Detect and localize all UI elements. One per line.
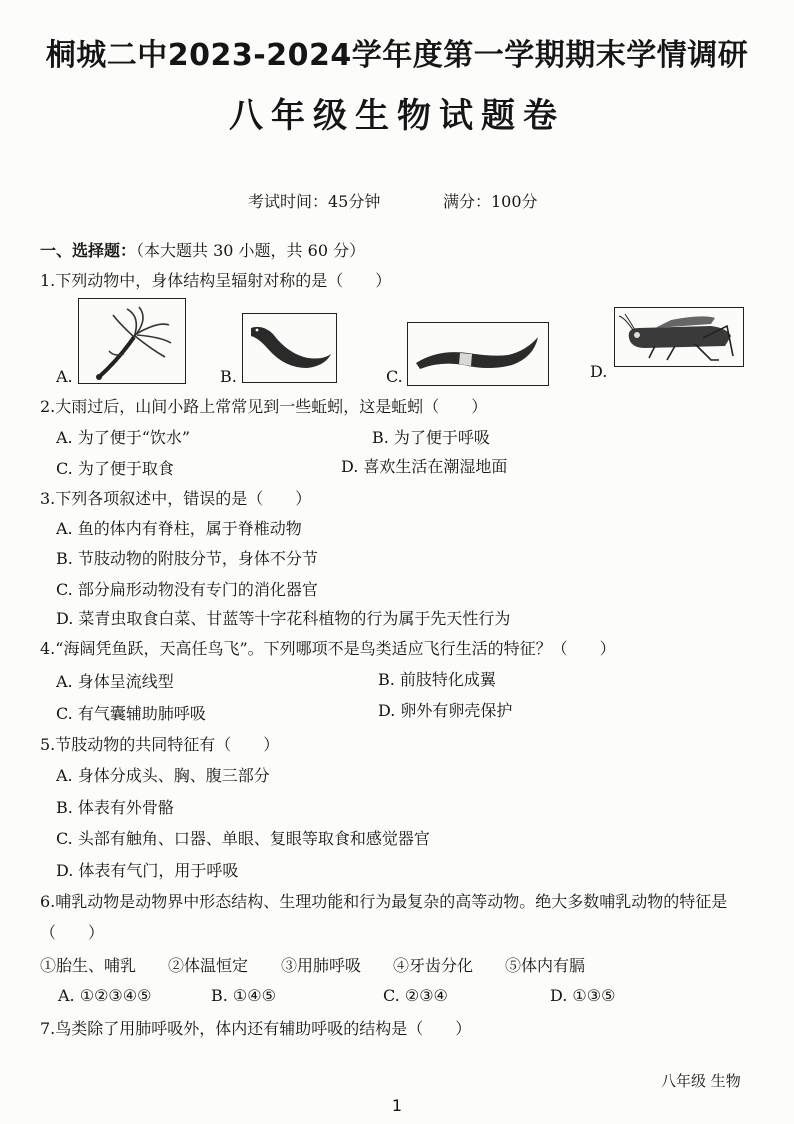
q3-option-a: A. 鱼的体内有脊柱，属于脊椎动物 (56, 519, 302, 538)
q1-label-b: B. (220, 367, 237, 386)
earthworm-image (407, 322, 549, 386)
q3-option-b: B. 节肢动物的附肢分节，身体不分节 (56, 549, 318, 568)
q6-option-d: D. ①③⑤ (550, 986, 616, 1005)
q6-item-1: ①胎生、哺乳 (40, 956, 137, 975)
q6-option-c: C. ②③④ (383, 986, 448, 1005)
section-desc: （本大题共 30 小题，共 60 分） (136, 241, 366, 260)
q6-stem: 6.哺乳动物是动物界中形态结构、生理功能和行为最复杂的高等动物。绝大多数哺乳动物的特征是 (40, 892, 728, 911)
q5-option-d: D. 体表有气门，用于呼吸 (56, 861, 239, 880)
full-score: 满分：100分 (443, 192, 538, 211)
q2-option-b: B. 为了便于呼吸 (372, 428, 490, 447)
section-label: 一、选择题： (40, 241, 137, 260)
q3-option-d: D. 菜青虫取食白菜、甘蓝等十字花科植物的行为属于先天性行为 (56, 609, 511, 628)
q2-option-c: C. 为了便于取食 (56, 459, 174, 478)
q5-option-b: B. 体表有外骨骼 (56, 798, 174, 817)
q1-label-d: D. (590, 362, 608, 381)
q6-item-5: ⑤体内有膈 (505, 956, 586, 975)
q3-stem: 3.下列各项叙述中，错误的是（ ） (40, 489, 312, 508)
q1-label-a: A. (56, 367, 73, 386)
planarian-image (242, 313, 337, 383)
q6-option-a: A. ①②③④⑤ (58, 986, 152, 1005)
q4-stem: 4.“海阔凭鱼跃，天高任鸟飞”。下列哪项不是鸟类适应飞行生活的特征？（ ） (40, 639, 616, 658)
page-number: 1 (391, 1096, 403, 1115)
q4-option-c: C. 有气囊辅助肺呼吸 (56, 704, 206, 723)
grasshopper-image (614, 307, 744, 367)
exam-title: 桐城二中2023-2024学年度第一学期期末学情调研 (45, 38, 749, 73)
q1-stem: 1.下列动物中，身体结构呈辐射对称的是（ ） (40, 271, 392, 290)
q6-paren: （ ） (40, 923, 105, 942)
q2-option-a: A. 为了便于“饮水” (56, 428, 191, 447)
q1-label-c: C. (386, 367, 403, 386)
q4-option-a: A. 身体呈流线型 (56, 672, 174, 691)
q6-item-3: ③用肺呼吸 (281, 956, 362, 975)
q2-stem: 2.大雨过后，山间小路上常常见到一些蚯蚓，这是蚯蚓（ ） (40, 397, 488, 416)
q5-stem: 5.节肢动物的共同特征有（ ） (40, 735, 280, 754)
section-heading (40, 238, 365, 261)
q6-item-4: ④牙齿分化 (393, 956, 474, 975)
q4-option-b: B. 前肢特化成翼 (378, 670, 496, 689)
q7-stem: 7.鸟类除了用肺呼吸外，体内还有辅助呼吸的结构是（ ） (40, 1019, 472, 1038)
q2-option-d: D. 喜欢生活在潮湿地面 (341, 457, 508, 476)
exam-time: 考试时间：45分钟 (248, 192, 381, 211)
q6-option-b: B. ①④⑤ (211, 986, 276, 1005)
q5-option-c: C. 头部有触角、口器、单眼、复眼等取食和感觉器官 (56, 829, 430, 848)
hydra-image (78, 298, 186, 384)
q3-option-c: C. 部分扁形动物没有专门的消化器官 (56, 580, 318, 599)
q4-option-d: D. 卵外有卵壳保护 (378, 701, 513, 720)
q6-item-2: ②体温恒定 (168, 956, 249, 975)
footer-course: 八年级 生物 (661, 1072, 741, 1090)
q5-option-a: A. 身体分成头、胸、腹三部分 (56, 766, 270, 785)
exam-subtitle: 八年级生物试题卷 (229, 96, 565, 136)
